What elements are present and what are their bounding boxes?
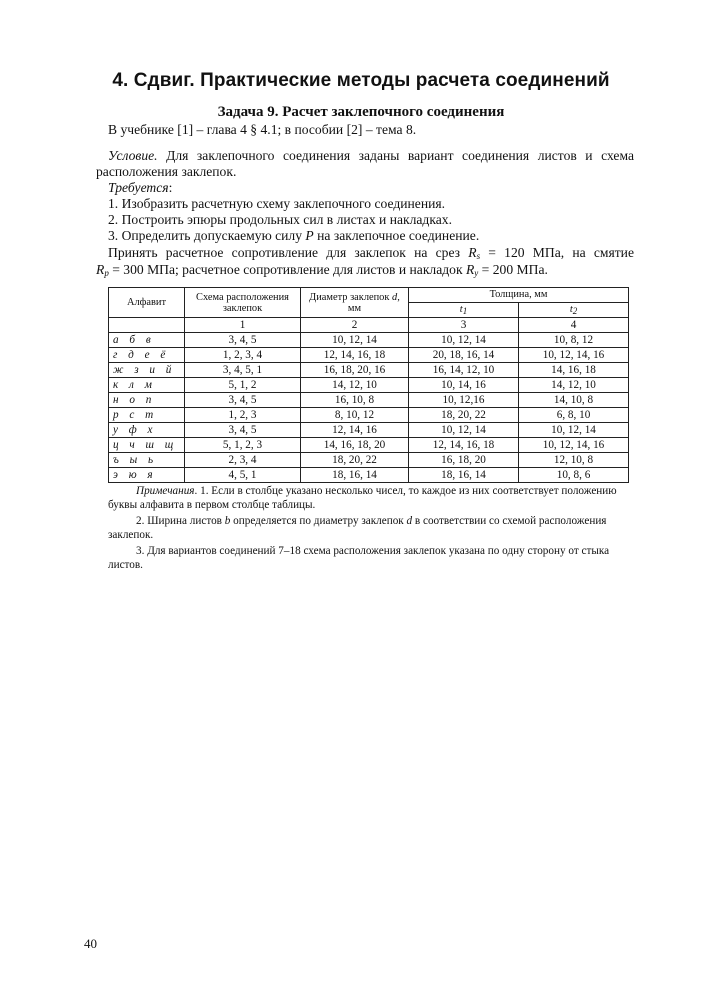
scheme-cell: 1, 2, 3, 4 — [185, 348, 301, 363]
diameter-cell: 16, 10, 8 — [301, 393, 409, 408]
required-item-3-tail: на заклепочное соединение. — [313, 228, 480, 243]
t2-cell: 14, 10, 8 — [519, 393, 629, 408]
t2-cell: 6, 8, 10 — [519, 408, 629, 423]
page-number: 40 — [84, 936, 97, 951]
t2-sub: 2 — [572, 306, 578, 316]
t1-cell: 12, 14, 16, 18 — [409, 438, 519, 453]
t2-cell: 10, 12, 14 — [519, 423, 629, 438]
table-row — [109, 393, 629, 408]
header-thickness: Толщина, мм — [409, 288, 629, 303]
diameter-cell: 16, 18, 20, 16 — [301, 363, 409, 378]
scheme-cell: 3, 4, 5 — [185, 393, 301, 408]
header-scheme: Схема расположения заклепок — [185, 288, 301, 318]
alpha-cell: э ю я — [109, 468, 185, 483]
t2-cell: 10, 8, 6 — [519, 468, 629, 483]
alpha-cell: ц ч ш щ — [109, 438, 185, 453]
diameter-cell: 18, 20, 22 — [301, 453, 409, 468]
col-number: 3 — [409, 318, 519, 333]
t1-cell: 10, 12, 14 — [409, 333, 519, 348]
col-number: 1 — [185, 318, 301, 333]
required-item-3-text: 3. Определить допускаемую силу — [108, 228, 306, 243]
scheme-cell: 3, 4, 5, 1 — [185, 363, 301, 378]
t2-cell: 14, 12, 10 — [519, 378, 629, 393]
rs-var: R — [468, 245, 477, 260]
task-title: Задача 9. Расчет заклепочного соединения — [217, 104, 505, 120]
table-row — [109, 453, 629, 468]
alpha-cell: ъ ы ь — [109, 453, 185, 468]
alpha-cell: г д е ё — [109, 348, 185, 363]
condition-line-1 — [108, 148, 634, 164]
note-2-d: d — [406, 515, 413, 527]
alpha-cell: у ф х — [109, 423, 185, 438]
t2-cell: 12, 10, 8 — [519, 453, 629, 468]
table-row — [109, 438, 629, 453]
diameter-cell: 14, 16, 18, 20 — [301, 438, 409, 453]
ry-var: R — [465, 262, 475, 277]
col-number: 2 — [301, 318, 409, 333]
t2-cell: 14, 16, 18 — [519, 363, 629, 378]
required-item-2: 2. Построить эпюры продольных сил в листах и накладках. — [108, 212, 452, 227]
required-item-3 — [108, 228, 634, 244]
accept-line-1 — [108, 245, 634, 261]
header-alphabet: Алфавит — [109, 288, 185, 318]
scheme-cell: 2, 3, 4 — [185, 453, 301, 468]
force-var: P — [305, 228, 314, 243]
header-diameter-var: d — [392, 291, 398, 303]
table-row — [109, 363, 629, 378]
t2-var: t — [569, 304, 573, 315]
required-item-1: 1. Изобразить расчетную схему заклепочного соединения. — [108, 196, 446, 211]
required-colon: : — [168, 180, 173, 195]
t1-cell: 16, 14, 12, 10 — [409, 363, 519, 378]
accept-line2-tail: = 200 МПа. — [478, 262, 548, 277]
scheme-cell: 3, 4, 5 — [185, 423, 301, 438]
header-t2 — [519, 303, 629, 318]
variants-table — [108, 287, 629, 483]
alpha-cell: ж з и й — [109, 363, 185, 378]
diameter-cell: 18, 16, 14 — [301, 468, 409, 483]
table-row — [109, 408, 629, 423]
table-row — [109, 378, 629, 393]
alpha-cell: к л м — [109, 378, 185, 393]
t1-var: t — [459, 304, 463, 315]
scheme-cell: 4, 5, 1 — [185, 468, 301, 483]
required-heading — [108, 180, 634, 196]
t2-cell: 10, 12, 14, 16 — [519, 438, 629, 453]
rp-var: R — [96, 262, 105, 277]
t1-cell: 18, 16, 14 — [409, 468, 519, 483]
note-3: 3. Для вариантов соединений 7–18 схема расположения заклепок указана по одну сторону от стыка листов. — [108, 545, 610, 571]
header-diameter-post: , мм — [347, 291, 400, 314]
t1-cell: 18, 20, 22 — [409, 408, 519, 423]
ry-sub: y — [474, 268, 479, 278]
note-1 — [108, 484, 634, 512]
diameter-cell: 14, 12, 10 — [301, 378, 409, 393]
condition-text-1: Для заклепочного соединения заданы вариант соединения листов и схема — [157, 148, 634, 163]
header-diameter-pre: Диаметр заклепок — [309, 291, 393, 303]
scheme-cell: 1, 2, 3 — [185, 408, 301, 423]
scheme-cell: 5, 1, 2, 3 — [185, 438, 301, 453]
t1-cell: 20, 18, 16, 14 — [409, 348, 519, 363]
note-2-mid: определяется по диаметру заклепок — [230, 515, 407, 527]
col-number-blank — [109, 318, 185, 333]
note-1-text: . 1. Если в столбце указано несколько чисел, то каждое из них соответствует положению буквы алфавита в первом столбце таблицы. — [108, 485, 617, 511]
note-2-b: b — [224, 515, 231, 527]
diameter-cell: 12, 14, 16, 18 — [301, 348, 409, 363]
col-number: 4 — [519, 318, 629, 333]
t2-cell: 10, 12, 14, 16 — [519, 348, 629, 363]
accept-line1-mid: = 120 МПа, на смятие — [480, 245, 634, 260]
rp-sub: p — [104, 268, 109, 278]
diameter-cell: 8, 10, 12 — [301, 408, 409, 423]
note-2 — [108, 514, 634, 542]
notes-label: Примечания — [136, 485, 195, 497]
t1-cell: 10, 12, 14 — [409, 423, 519, 438]
alpha-cell: а б в — [109, 333, 185, 348]
table-body — [109, 333, 629, 483]
note-2-tail: в соответствии со схемой расположения заклепок. — [108, 515, 607, 541]
scheme-cell: 3, 4, 5 — [185, 333, 301, 348]
required-label: Требуется — [108, 180, 169, 195]
t1-sub: 1 — [462, 306, 468, 316]
scheme-cell: 5, 1, 2 — [185, 378, 301, 393]
t1-cell: 16, 18, 20 — [409, 453, 519, 468]
alpha-cell: р с т — [109, 408, 185, 423]
accept-line-2 — [96, 262, 622, 278]
condition-line-2: расположения заклепок. — [96, 164, 237, 179]
t1-cell: 10, 14, 16 — [409, 378, 519, 393]
header-t1 — [409, 303, 519, 318]
accept-line2-mid: = 300 МПа; расчетное сопротивление для листов и накладок — [108, 262, 466, 277]
rs-sub: s — [476, 251, 481, 261]
diameter-cell: 12, 14, 16 — [301, 423, 409, 438]
chapter-title: 4. Сдвиг. Практические методы расчета соединений — [112, 70, 610, 91]
accept-line1-pre: Принять расчетное сопротивление для заклепок на срез — [108, 245, 469, 260]
condition-label: Условие. — [108, 148, 158, 163]
note-2-pre: 2. Ширина листов — [136, 515, 225, 527]
reference-line: В учебнике [1] – глава 4 § 4.1; в пособии [2] – тема 8. — [108, 122, 417, 137]
alpha-cell: н о п — [109, 393, 185, 408]
diameter-cell: 10, 12, 14 — [301, 333, 409, 348]
table-row — [109, 333, 629, 348]
table-row — [109, 423, 629, 438]
t1-cell: 10, 12,16 — [409, 393, 519, 408]
header-diameter — [301, 288, 409, 318]
table-row — [109, 468, 629, 483]
table-row — [109, 348, 629, 363]
t2-cell: 10, 8, 12 — [519, 333, 629, 348]
